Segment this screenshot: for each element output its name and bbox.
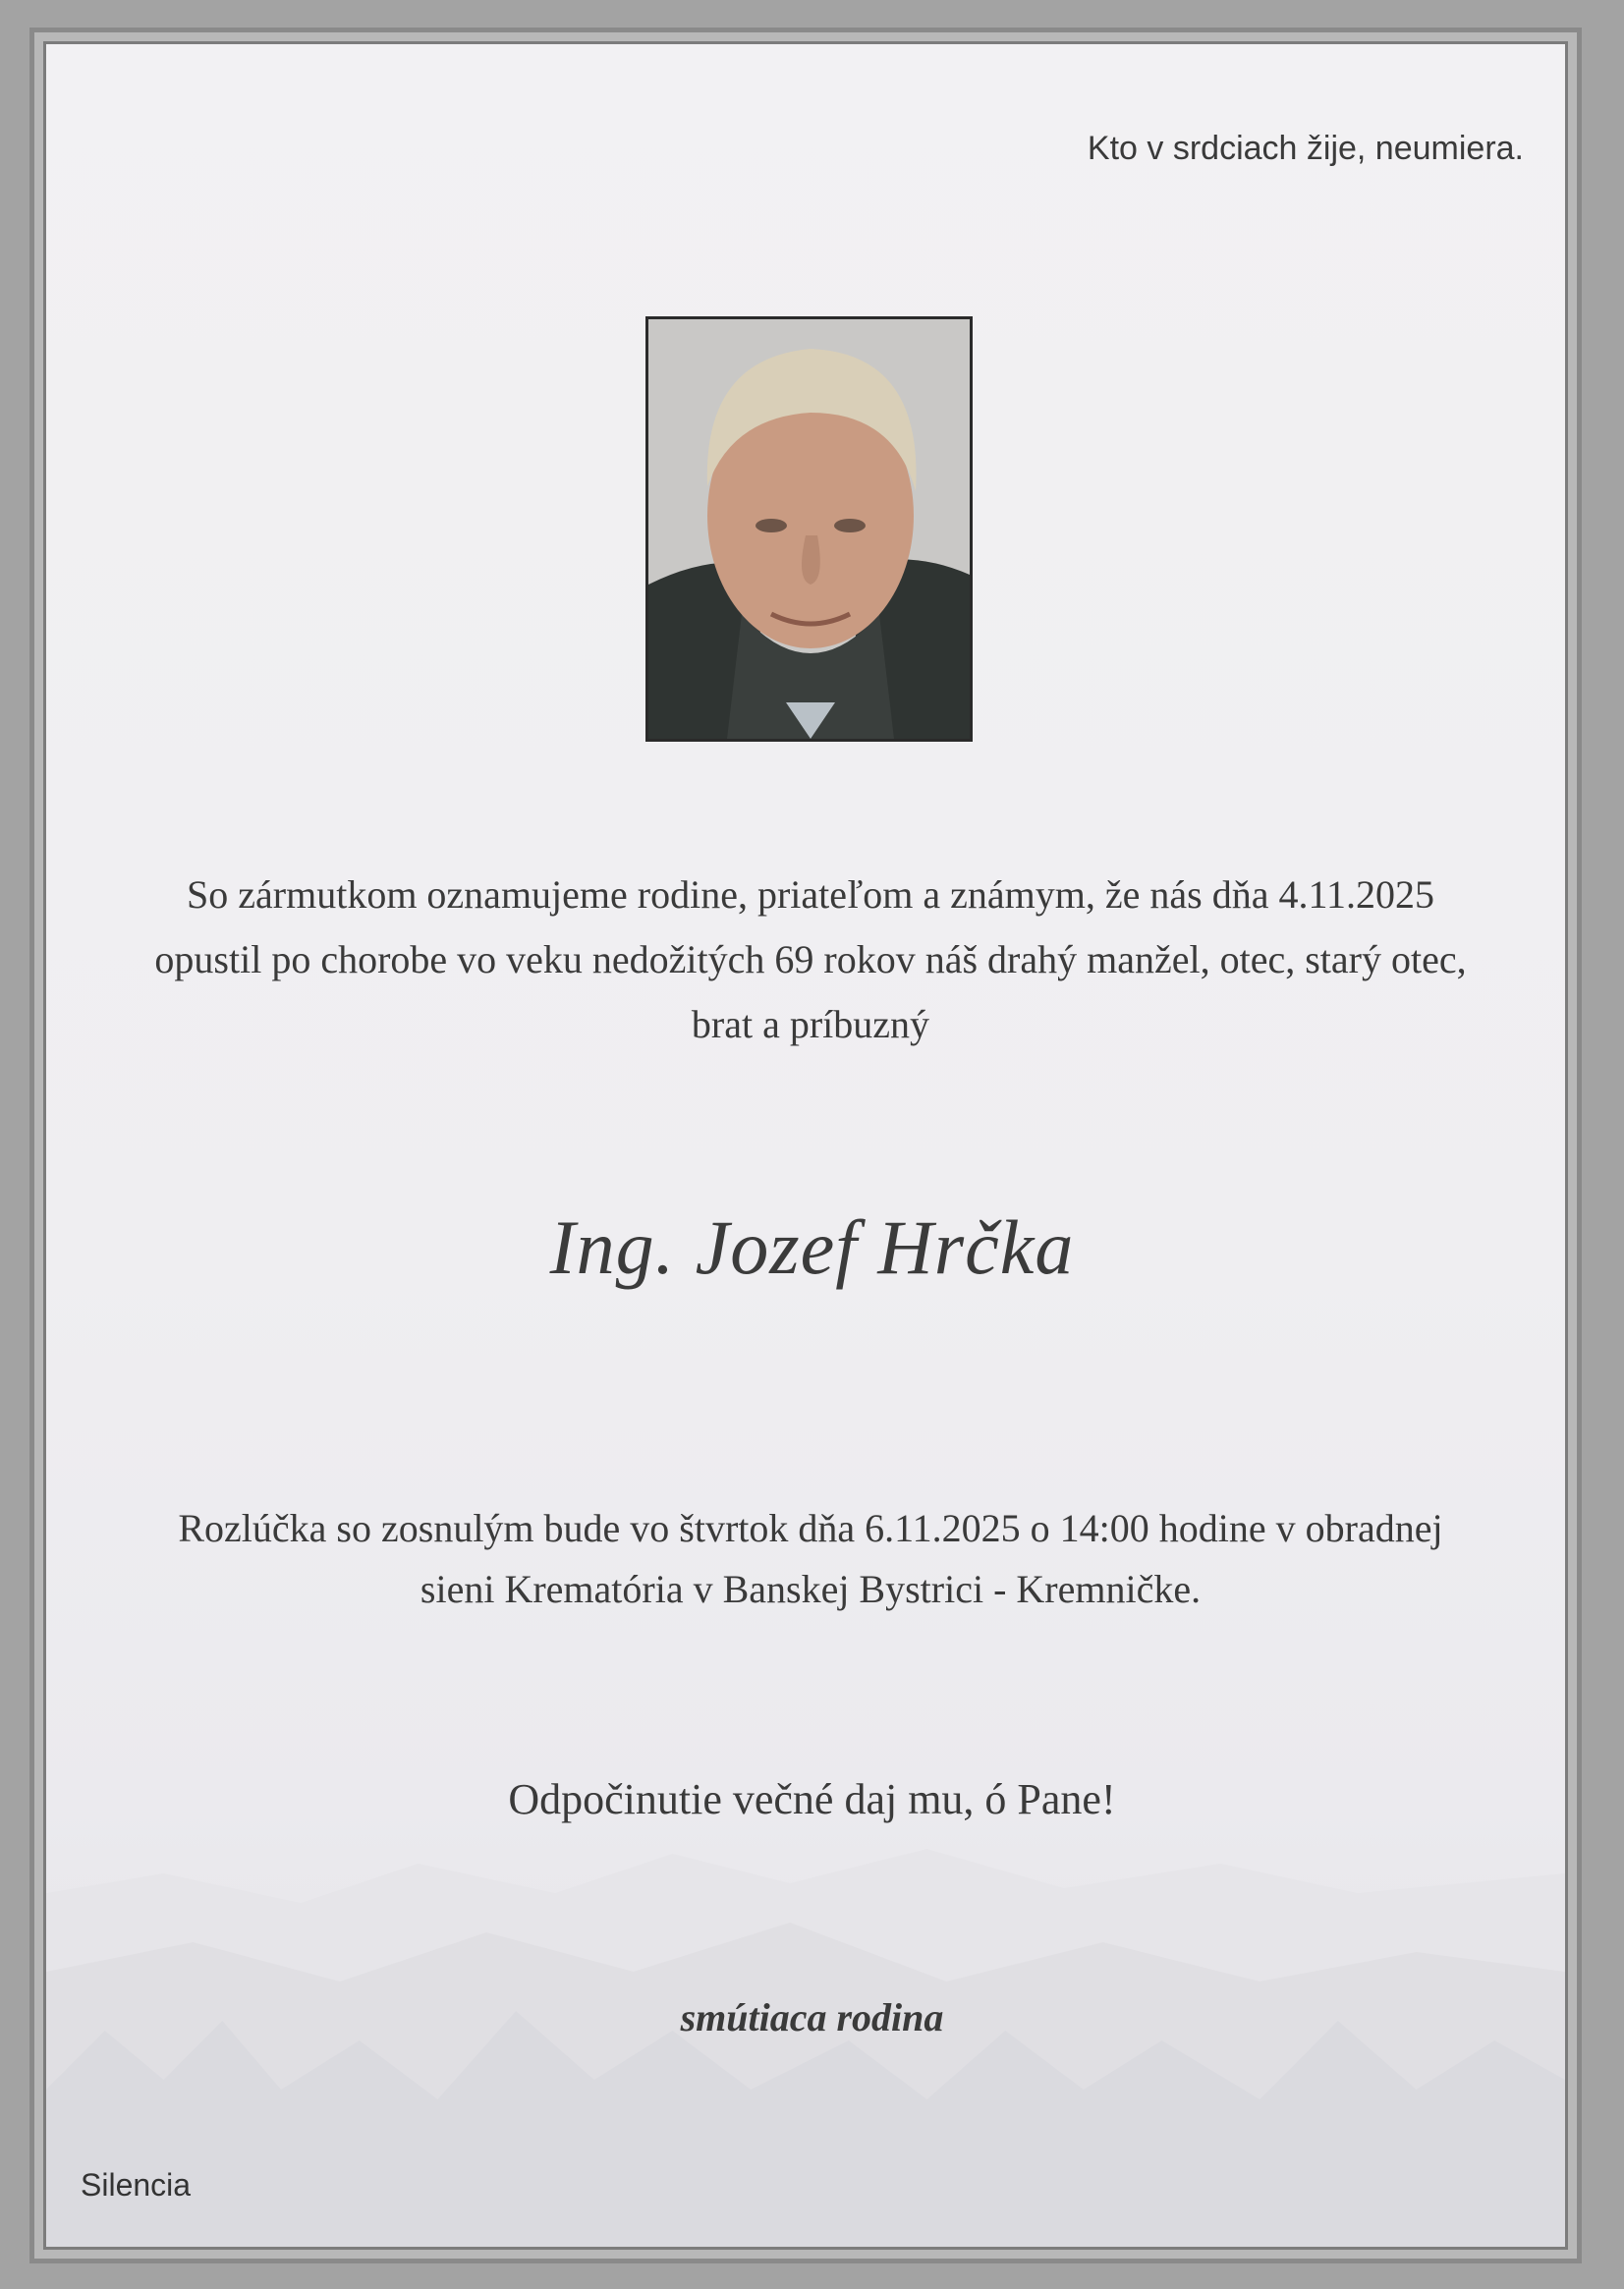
brand-label: Silencia [81, 2167, 192, 2203]
announcement-text [59, 863, 1562, 1057]
announcement-line-2: opustil po chorobe vo veku nedožitých 69 rokov náš drahý manžel, otec, starý otec, [154, 937, 1467, 981]
farewell-line-1: Rozlúčka so zosnulým bude vo štvrtok dňa 6.11.2025 o 14:00 hodine v obradnej [178, 1506, 1443, 1550]
portrait-photo-icon [648, 319, 970, 739]
announcement-line-1: So zármutkom oznamujeme rodine, priateľom a známym, že nás dňa 4.11.2025 [187, 872, 1434, 917]
deceased-name: Ing. Jozef Hrčka [549, 1204, 1075, 1290]
farewell-line-2: sieni Krematória v Banskej Bystrici - Kremničke. [420, 1567, 1202, 1611]
mountain-scenery-icon [46, 1834, 1565, 2247]
announcement-line-3: brat a príbuzný [691, 1002, 930, 1046]
portrait-photo [645, 316, 973, 742]
signature-text: smútiaca rodina [680, 1995, 944, 2039]
prayer-text: Odpočinutie večné daj mu, ó Pane! [508, 1775, 1116, 1823]
motto-text: Kto v srdciach žije, neumiera. [1087, 130, 1524, 167]
farewell-text [59, 1498, 1562, 1620]
